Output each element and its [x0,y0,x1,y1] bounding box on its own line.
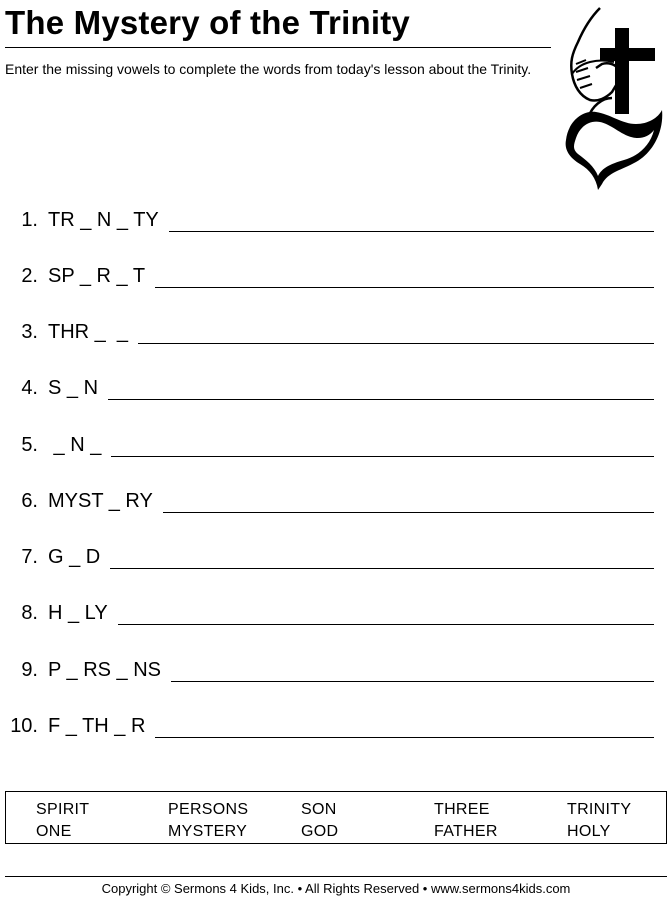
word-bank-word: HOLY [567,823,611,840]
title-divider [5,47,551,48]
word-bank-word: PERSONS [168,801,249,818]
hand-cross-dove-icon [562,2,666,192]
answer-line[interactable] [163,512,654,513]
answer-line[interactable] [155,287,654,288]
footer-divider [5,876,667,877]
item-number: 2. [21,265,38,287]
word-bank-word: GOD [301,823,339,840]
item-word: SP _ R _ T [48,265,146,287]
item-word: G _ D [48,546,101,568]
answer-line[interactable] [110,568,654,569]
word-bank-column [36,799,89,843]
list-item [0,483,672,517]
answer-line[interactable] [171,681,654,682]
word-bank-column [168,799,248,843]
word-bank-word: FATHER [434,823,498,840]
item-word: S _ N [48,377,99,399]
list-item [0,539,672,573]
answer-line[interactable] [155,737,654,738]
answer-line[interactable] [108,399,654,400]
copyright-footer: Copyright © Sermons 4 Kids, Inc. • All Rights Reserved • www.sermons4kids.com [101,881,571,896]
list-item [0,708,672,742]
page-title: The Mystery of the Trinity [5,4,410,41]
word-bank-word: ONE [36,823,72,840]
item-word: THR _ _ [48,321,129,343]
word-bank-word: SPIRIT [36,801,90,818]
item-number: 8. [21,602,38,624]
word-bank [5,791,667,844]
answer-line[interactable] [138,343,654,344]
item-number: 5. [21,434,38,456]
word-bank-word: THREE [434,801,490,818]
item-word: H _ LY [48,602,108,624]
item-word: _ N _ [48,434,102,456]
item-word: TR _ N _ TY [48,209,159,231]
answer-line[interactable] [169,231,654,232]
list-item [0,652,672,686]
word-bank-word: TRINITY [567,801,632,818]
list-item [0,595,672,629]
list-item [0,258,672,292]
answer-line[interactable] [118,624,654,625]
word-bank-column [567,799,631,843]
word-bank-column [301,799,338,843]
item-number: 3. [21,321,38,343]
list-item [0,314,672,348]
item-number: 10. [10,715,38,737]
item-number: 9. [21,659,38,681]
item-number: 4. [21,377,38,399]
answer-line[interactable] [111,456,654,457]
item-number: 6. [21,490,38,512]
instructions: Enter the missing vowels to complete the words from today's lesson about the Trinity. [5,61,532,77]
word-bank-column [434,799,498,843]
item-word: MYST _ RY [48,490,153,512]
word-bank-word: SON [301,801,337,818]
item-number: 1. [21,209,38,231]
item-word: F _ TH _ R [48,715,146,737]
list-item [0,427,672,461]
item-word: P _ RS _ NS [48,659,162,681]
word-bank-word: MYSTERY [168,823,248,840]
item-number: 7. [21,546,38,568]
list-item [0,202,672,236]
list-item [0,370,672,404]
